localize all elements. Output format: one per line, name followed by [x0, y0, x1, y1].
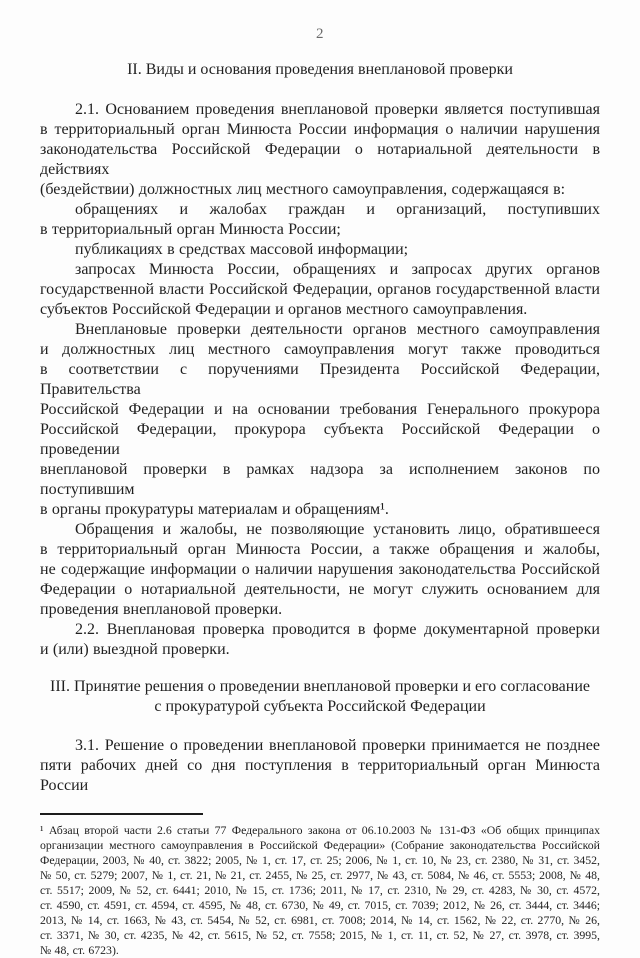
- text-line: Федерации, 2003, № 40, ст. 3822; 2005, № 1, ст. 17, ст. 25; 2006, № 1, ст. 10, № 23, ст. 2380, № 31, ст. 3452,: [40, 853, 600, 867]
- text-line: Внеплановые проверки деятельности органов местного самоуправления: [75, 321, 600, 338]
- text-line: ст. 3371, № 30, ст. 4235, № 42, ст. 5615, № 52, ст. 7558; 2015, № 1, ст. 11, ст. 52, № 27, ст. 3978, ст. 3995,: [40, 928, 600, 942]
- text-line: пяти рабочих дней со дня поступления в территориальный орган Минюста России: [40, 757, 600, 794]
- text-line: Федерации о нотариальной деятельности, не могут служить основанием для: [40, 581, 600, 598]
- section-ii-heading: II. Виды и основания проведения внеплановой проверки: [127, 61, 513, 78]
- text-line: ст. 5517; 2009, № 52, ст. 6441; 2010, № 15, ст. 1736; 2011, № 17, ст. 2310, № 29, ст. 4283, № 30, ст. 4572,: [40, 883, 600, 897]
- text-line: государственной власти Российской Федерации, органов государственной власти: [40, 281, 600, 298]
- text-line: запросах Минюста России, обращениях и запросах других органов: [75, 261, 600, 278]
- text-line: внеплановой проверки в рамках надзора за исполнением законов по поступившим: [40, 461, 600, 498]
- text-line: в соответствии с поручениями Президента Российской Федерации, Правительства: [40, 361, 600, 398]
- text-line: и (или) выездной проверки.: [40, 641, 230, 658]
- scanned-document-page: [0, 26, 640, 957]
- text-line: в территориальный орган Минюста России, а также обращения и жалобы,: [40, 541, 600, 558]
- text-line: 3.1. Решение о проведении внеплановой проверки принимается не позднее: [75, 737, 600, 754]
- paragraph-2-1: [40, 100, 600, 200]
- section-ii-body: [40, 100, 600, 660]
- section-iii-heading-line-1: III. Принятие решения о проведении внеплановой проверки и его согласование: [50, 678, 590, 695]
- text-line: № 50, ст. 5279; 2007, № 1, ст. 21, № 21, ст. 2455, № 25, ст. 2977, № 43, ст. 5084, № 46, ст. 5553; 2008, № 48,: [40, 868, 600, 882]
- section-iii-heading-line-2: с прокуратурой субъекта Российской Федерации: [154, 698, 486, 715]
- text-line: не содержащие информации о наличии нарушения законодательства Российской: [40, 561, 600, 578]
- text-line: законодательства Российской Федерации о нотариальной деятельности в действиях: [40, 141, 600, 178]
- footnote: [40, 823, 600, 958]
- text-line: и должностных лиц местного самоуправления могут также проводиться: [40, 341, 600, 358]
- paragraph-appeals: [40, 200, 600, 240]
- section-iii-body: [40, 736, 600, 796]
- section-iii-heading: [40, 677, 600, 717]
- paragraph-anonymous-appeals: [40, 520, 600, 620]
- paragraph-publications: [40, 240, 600, 260]
- footnote-separator-rule: [40, 813, 203, 815]
- text-line: публикациях в средствах массовой информации;: [75, 241, 409, 258]
- paragraph-requests: [40, 260, 600, 320]
- paragraph-3-1: [40, 736, 600, 796]
- text-line: (бездействии) должностных лиц местного самоуправления, содержащаяся в:: [40, 181, 566, 198]
- text-line: ст. 4590, ст. 4591, ст. 4594, ст. 4595, № 48, ст. 6730, № 49, ст. 7015, ст. 7039; 2012, № 26, ст. 3444, ст. 3446;: [40, 898, 600, 912]
- paragraph-2-2: [40, 620, 600, 660]
- text-line: Обращения и жалобы, не позволяющие установить лицо, обратившееся: [75, 521, 600, 538]
- text-line: 2013, № 14, ст. 1663, № 43, ст. 5454, № 52, ст. 6981, ст. 7008; 2014, № 14, ст. 1562, № 22, ст. 2770, № 26,: [40, 913, 600, 927]
- text-line: Российской Федерации, прокурора субъекта Российской Федерации о проведении: [40, 421, 600, 458]
- text-line: в органы прокуратуры материалам и обращениям¹.: [40, 501, 389, 518]
- text-line: Российской Федерации и на основании требования Генерального прокурора: [40, 401, 600, 418]
- text-line: № 48, ст. 6723).: [40, 943, 119, 957]
- text-line: 2.1. Основанием проведения внеплановой проверки является поступившая: [75, 101, 600, 118]
- text-line: 2.2. Внеплановая проверка проводится в форме документарной проверки: [75, 621, 600, 638]
- text-line: организации местного самоуправления в Российской Федерации» (Собрание законодательства Российской: [40, 838, 600, 852]
- text-line: в территориальный орган Минюста России информация о наличии нарушения: [40, 121, 600, 138]
- paragraph-unplanned-checks: [40, 320, 600, 520]
- text-line: в территориальный орган Минюста России;: [40, 221, 341, 238]
- text-line: субъектов Российской Федерации и органов местного самоуправления.: [40, 301, 528, 318]
- text-line: проведения внеплановой проверки.: [40, 601, 283, 618]
- text-line: обращениях и жалобах граждан и организаций, поступивших: [75, 201, 600, 218]
- text-line: ¹ Абзац второй части 2.6 статьи 77 Федерального закона от 06.10.2003 № 131-ФЗ «Об общих принципах: [40, 823, 600, 837]
- page-number: 2: [316, 26, 324, 42]
